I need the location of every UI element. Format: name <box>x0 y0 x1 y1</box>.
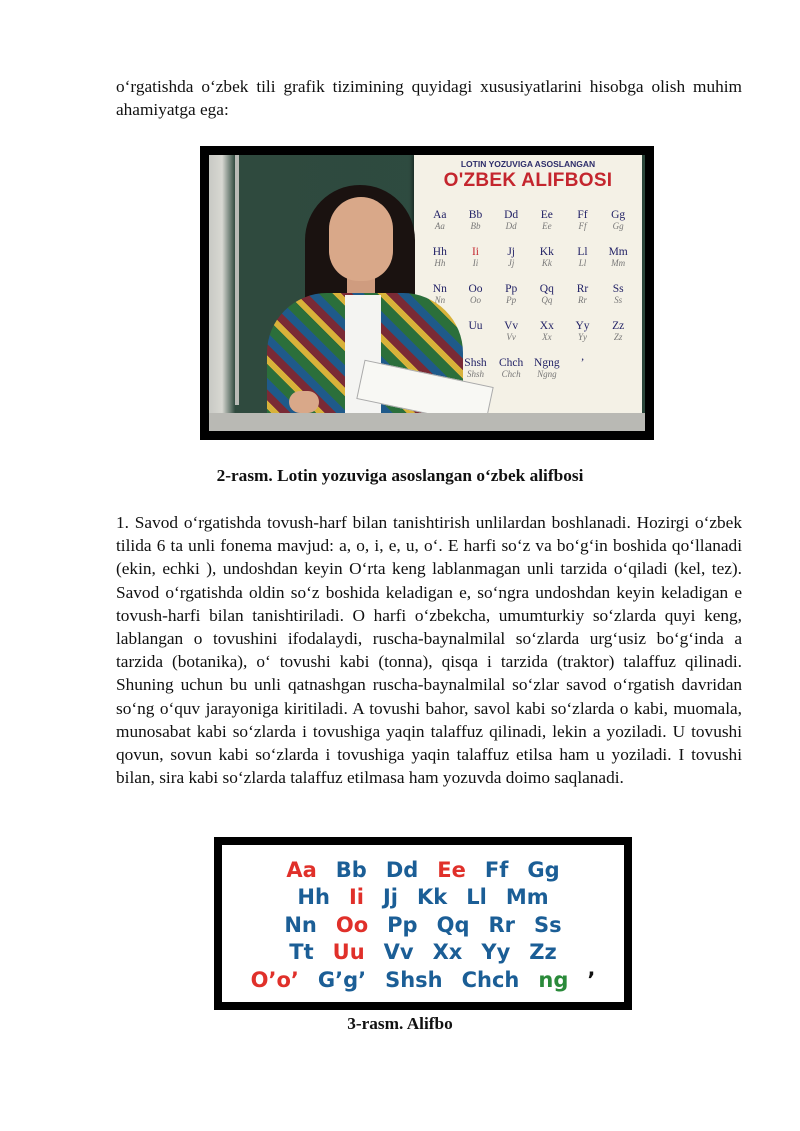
poster-letter-script: Ss <box>614 295 623 305</box>
alphabet-letter: Uu <box>332 940 365 965</box>
poster-letter-print: Ii <box>471 246 479 258</box>
alphabet-letter: Tt <box>289 940 314 965</box>
alphabet-row <box>226 939 620 967</box>
alphabet-row <box>226 884 620 912</box>
alphabet-letter: Ii <box>348 885 364 910</box>
poster-letter-script: Ngng <box>537 369 557 379</box>
poster-letter <box>458 246 494 268</box>
alphabet-row <box>226 856 620 884</box>
main-paragraph: 1. Savod o‘rgatishda tovush-harf bilan tanishtirish unlilardan boshlanadi. Hozirgi o‘zbek tilida 6 ta unli fonema mavjud: a, o, i, e, u, o‘. E harfi so‘z va bo‘g‘in boshida qo‘llanadi (ekin, echki ), undoshdan keyin O‘rta keng lablanmagan unli tarzida o‘qiladi (kel, tez). Savod o‘rgatishda oldin so‘z boshida keladigan e, so‘ngra undoshdan keyin keladigan e tovush-harfi bilan tanishtiriladi. O harfi o‘zbekcha, umumturkiy so‘zlarda quyi keng, lablangan o tovushini ifodalaydi, ruscha-baynalmilal so‘zlarda urg‘usiz bo‘g‘inda a tarzida (botanika), o‘ tovushi kabi (tonna), qisqa i tarzida (traktor) talaffuz qilinadi. Shuning uchun bu unli qatnashgan ruscha-baynalmilal so‘zlar savod o‘rgatish davridan so‘ng o‘quv jarayoniga kiritiladi. A tovushi bahor, savol kabi so‘zlarda o kabi, muomala, munosabat kabi so‘zlarda i tovushiga yaqin talaffuz qilinadi, lekin a yoziladi. U tovushi qovun, sovun kabi so‘zlarda i tovushiga yaqin talaffuz etilsa ham u yoziladi. I tovushi bilan, sira kabi so‘zlarda talaffuz etilmasa ham yozuvda doimo saqlanadi. <box>116 513 742 788</box>
alphabet-letter: Ee <box>437 857 466 882</box>
poster-letter-script: Xx <box>542 332 552 342</box>
alphabet-letter: Ll <box>466 885 487 910</box>
poster-letter-print: ’ <box>580 357 585 369</box>
poster-letter <box>600 357 636 379</box>
poster-letter <box>493 320 529 342</box>
alphabet-letter: Ss <box>534 912 562 937</box>
poster-letter-print: Ee <box>540 209 553 221</box>
teacher-hand <box>289 391 319 413</box>
poster-letter <box>458 283 494 305</box>
alphabet-letter: Qq <box>436 912 470 937</box>
poster-letter-script: Oo <box>469 295 481 305</box>
poster-letter-print: Mm <box>608 246 628 258</box>
poster-letter-print: Zz <box>612 320 625 332</box>
poster-letter-print: Shsh <box>464 357 487 369</box>
poster-letter-script: Zz <box>613 332 623 342</box>
poster-letter-script <box>565 369 601 379</box>
poster-letter-script <box>458 332 494 342</box>
alphabet-letter: Yy <box>481 940 511 965</box>
poster-letter-print: Vv <box>504 320 519 332</box>
poster-letter <box>529 209 565 231</box>
alphabet-letter: Aa <box>286 857 317 882</box>
poster-letter-script: Kk <box>541 258 552 268</box>
alphabet-letter: ’ <box>587 967 596 992</box>
poster-letter-print: Kk <box>539 246 554 258</box>
alphabet-letter: Oo <box>335 912 369 937</box>
poster-letter-print: Ngng <box>534 357 560 369</box>
teacher-photo <box>200 146 654 440</box>
poster-letter <box>458 320 494 342</box>
alphabet-letter: Chch <box>461 967 520 992</box>
photo-scene <box>209 155 645 431</box>
poster-letter <box>565 357 601 379</box>
poster-letter <box>493 357 529 379</box>
poster-letter <box>493 209 529 231</box>
alphabet-letter: Dd <box>385 857 419 882</box>
alphabet-grid <box>222 845 624 1002</box>
poster-letter-script: Ff <box>578 221 587 231</box>
poster-letter-print: Dd <box>504 209 519 221</box>
alphabet-letter: Kk <box>416 885 448 910</box>
poster-letter-script: Hh <box>434 258 446 268</box>
poster-letter <box>565 283 601 305</box>
poster-letter-print: Uu <box>468 320 483 332</box>
poster-letter-script: Pp <box>506 295 517 305</box>
poster-letter-script: Dd <box>505 221 517 231</box>
poster-letter-script: Chch <box>501 369 521 379</box>
poster-letter-print: Yy <box>575 320 590 332</box>
intro-paragraph: o‘rgatishda o‘zbek tili grafik tizimining quyidagi xususiyatlarini hisobga olish muhim ahamiyatga ega: <box>116 77 742 120</box>
poster-letter-script: Jj <box>507 258 515 268</box>
poster-letter <box>529 320 565 342</box>
alphabet-letter: ng <box>538 967 569 992</box>
alphabet-row <box>226 911 620 939</box>
poster-title: O'ZBEK ALIFBOSI <box>443 170 613 191</box>
poster-letter-script: Vv <box>506 332 516 342</box>
poster-letter-print: Hh <box>432 246 447 258</box>
poster-letter <box>529 283 565 305</box>
poster-letter-script: Rr <box>577 295 587 305</box>
alphabet-row <box>226 966 620 994</box>
alphabet-letter: Xx <box>432 940 463 965</box>
alphabet-letter: O’o’ <box>250 967 299 992</box>
poster-letter <box>493 246 529 268</box>
poster-letter-script: Nn <box>434 295 446 305</box>
poster-letter <box>458 209 494 231</box>
alphabet-letter: Bb <box>335 857 367 882</box>
poster-letter <box>422 209 458 231</box>
teacher-face <box>329 197 393 281</box>
alphabet-letter: Zz <box>529 940 557 965</box>
poster-letter-print: Nn <box>432 283 447 295</box>
alphabet-letter: Ff <box>484 857 509 882</box>
poster-letter <box>600 320 636 342</box>
alphabet-figure <box>214 837 632 1010</box>
alphabet-letter: Vv <box>383 940 414 965</box>
poster-letter <box>600 246 636 268</box>
poster-letter <box>565 320 601 342</box>
alphabet-letter: Gg <box>527 857 560 882</box>
poster-letter-print: Chch <box>499 357 524 369</box>
poster-letter <box>529 357 565 379</box>
poster-letter-print: Jj <box>507 246 515 258</box>
alphabet-letter: Pp <box>387 912 418 937</box>
poster-letter-print: Gg <box>611 209 626 221</box>
alphabet-letter: Rr <box>488 912 516 937</box>
teacher-blouse <box>345 295 381 425</box>
poster-letter <box>565 209 601 231</box>
poster-letter-script: Bb <box>470 221 481 231</box>
poster-letter-script: Ll <box>578 258 587 268</box>
poster-letter <box>529 246 565 268</box>
poster-letter <box>565 246 601 268</box>
poster-letter-script <box>600 357 636 367</box>
figure3-caption: 3-rasm. Alifbo <box>347 1014 453 1033</box>
alphabet-letter: Mm <box>505 885 549 910</box>
poster-letter-print: Ss <box>612 283 624 295</box>
poster-letter <box>600 209 636 231</box>
poster-letter-print: Ff <box>577 209 588 221</box>
poster-letter-print: Ll <box>577 246 588 258</box>
poster-letter-print: Aa <box>433 209 447 221</box>
alphabet-letter: G’g’ <box>317 967 367 992</box>
poster-letter-print: Oo <box>468 283 483 295</box>
poster-letter-print: Pp <box>505 283 518 295</box>
alphabet-letter: Jj <box>382 885 398 910</box>
poster-letter-script: Aa <box>434 221 445 231</box>
poster-letter <box>458 357 494 379</box>
alphabet-letter: Hh <box>297 885 330 910</box>
poster-letter <box>493 283 529 305</box>
poster-letter-script: Qq <box>541 295 553 305</box>
poster-letter-script: Mm <box>611 258 626 268</box>
poster-letter-script: Yy <box>577 332 587 342</box>
poster-subtitle: LOTIN YOZUVIGA ASOSLANGAN <box>460 159 596 169</box>
poster-letter-script: Ee <box>542 221 552 231</box>
alphabet-letter: Shsh <box>385 967 443 992</box>
poster-letter-script: Shsh <box>466 369 484 379</box>
board-ledge <box>209 413 645 431</box>
poster-letter-print: Bb <box>468 209 483 221</box>
poster-letter-script: Gg <box>612 221 624 231</box>
poster-letter <box>600 283 636 305</box>
poster-letter-print: Rr <box>576 283 589 295</box>
poster-letter <box>422 246 458 268</box>
poster-letter-script: Ii <box>472 258 479 268</box>
figure2-caption: 2-rasm. Lotin yozuviga asoslangan o‘zbek alifbosi <box>216 466 584 485</box>
poster-letter-print: Qq <box>539 283 554 295</box>
alphabet-letter: Nn <box>284 912 317 937</box>
poster-letter-print: Xx <box>539 320 554 332</box>
